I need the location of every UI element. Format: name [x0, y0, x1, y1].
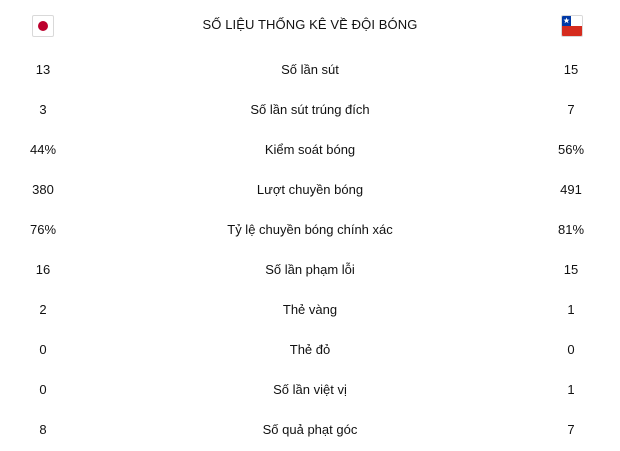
stat-label: Thẻ vàng [282, 302, 338, 317]
stat-label: Lượt chuyền bóng [256, 182, 364, 197]
chile-stat-value: 56% [557, 142, 585, 157]
stats-title: SỐ LIỆU THỐNG KÊ VỀ ĐỘI BÓNG [202, 17, 418, 32]
chile-stat-value: 1 [567, 382, 575, 397]
stat-row-shots [0, 50, 620, 90]
chile-flag-icon [561, 15, 583, 37]
chile-stat-value: 81% [557, 222, 585, 237]
japan-stat-value: 44% [29, 142, 57, 157]
chile-stat-value: 491 [560, 182, 582, 197]
stat-label: Tỷ lệ chuyền bóng chính xác [227, 222, 393, 237]
chile-stat-value: 1 [567, 302, 575, 317]
chile-stat-value: 7 [567, 422, 575, 437]
stat-row-shots-on-target [0, 90, 620, 130]
stat-label: Kiểm soát bóng [264, 142, 356, 157]
stat-row-fouls [0, 250, 620, 290]
stat-row-yellow-cards [0, 290, 620, 330]
japan-stat-value: 0 [39, 342, 47, 357]
stat-row-offsides [0, 370, 620, 410]
stat-row-red-cards [0, 330, 620, 370]
japan-stat-value: 0 [39, 382, 47, 397]
stat-row-pass-accuracy [0, 210, 620, 250]
chile-flag-star-icon [563, 17, 570, 24]
stat-label: Số quả phạt góc [262, 422, 358, 437]
japan-stat-value: 2 [39, 302, 47, 317]
japan-stat-value: 16 [35, 262, 51, 277]
stat-label: Số lần sút [281, 62, 339, 77]
stat-row-corners [0, 410, 620, 450]
chile-stat-value: 15 [563, 262, 579, 277]
chile-flag-red-band [562, 26, 582, 37]
japan-stat-value: 13 [35, 62, 51, 77]
japan-stat-value: 3 [39, 102, 47, 117]
chile-stat-value: 15 [563, 62, 579, 77]
japan-stat-value: 380 [32, 182, 54, 197]
stat-row-passes [0, 170, 620, 210]
stat-label: Số lần việt vị [273, 382, 347, 397]
stats-rows [0, 50, 620, 450]
japan-stat-value: 8 [39, 422, 47, 437]
stat-label: Số lần phạm lỗi [265, 262, 355, 277]
chile-stat-value: 7 [567, 102, 575, 117]
stat-row-possession [0, 130, 620, 170]
chile-stat-value: 0 [567, 342, 575, 357]
stats-header [0, 0, 620, 52]
japan-stat-value: 76% [29, 222, 57, 237]
stat-label: Số lần sút trúng đích [250, 102, 370, 117]
stat-label: Thẻ đỏ [289, 342, 331, 357]
